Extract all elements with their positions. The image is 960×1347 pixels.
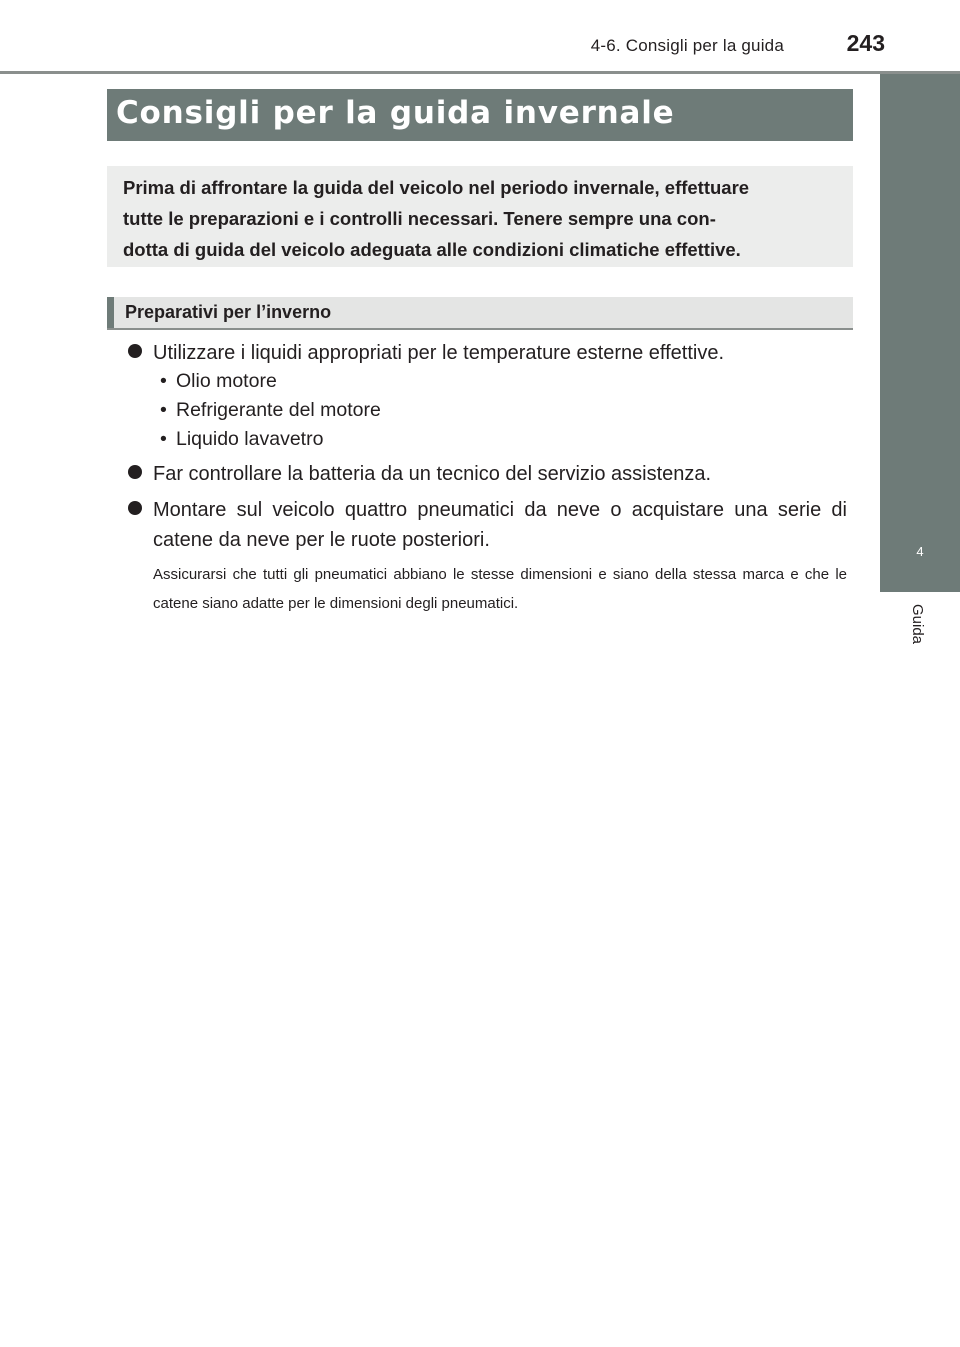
bullet-dot-icon: [128, 501, 142, 515]
bullet-text: Far controllare la batteria da un tecnico del servizio assistenza.: [153, 463, 712, 485]
sub-item-text: Olio motore: [176, 370, 277, 392]
subsection-heading-bar: [107, 297, 853, 330]
chapter-label: Guida: [909, 604, 926, 645]
small-bullet-icon: •: [160, 370, 167, 392]
side-margin-bar: [880, 74, 960, 510]
page-number: 243: [846, 30, 885, 56]
sub-list-item: [160, 367, 277, 395]
subsection-accent: [107, 297, 114, 328]
page-title: Consigli per la guida invernale: [116, 95, 675, 131]
header-divider: [0, 71, 960, 74]
intro-text: [123, 172, 839, 265]
bullet-dot-icon: [128, 344, 142, 358]
running-header-section: 4-6. Consigli per la guida: [590, 36, 784, 55]
sub-item-text: Refrigerante del motore: [176, 399, 381, 421]
sub-item-text: Liquido lavavetro: [176, 428, 324, 450]
intro-line: tutte le preparazioni e i controlli necessari. Tenere sempre una con-: [123, 208, 716, 229]
intro-line: Prima di affrontare la guida del veicolo nel periodo invernale, effettuare: [123, 177, 750, 198]
intro-box: [107, 166, 853, 267]
small-bullet-icon: •: [160, 428, 167, 450]
intro-line: dotta di guida del veicolo adeguata alle condizioni climatiche effettive.: [123, 239, 741, 260]
bullet-dot-icon: [128, 465, 142, 479]
sub-list-item: [160, 425, 323, 453]
side-margin-lower: [880, 592, 960, 1347]
small-bullet-icon: •: [160, 399, 167, 421]
chapter-number: 4: [916, 543, 924, 559]
bullet-text: Montare sul veicolo quattro pneumatici da neve o acquistare una serie di catene da neve per le ruote posteriori.: [153, 499, 847, 551]
note-text: Assicurarsi che tutti gli pneumatici abbiano le stesse dimensioni e siano della stessa marca e che le catene siano adatte per le dimensioni degli pneumatici.: [153, 566, 847, 612]
bullet-text: Utilizzare i liquidi appropriati per le temperature esterne effettive.: [153, 342, 725, 364]
subsection-title: Preparativi per l’inverno: [125, 302, 332, 322]
chapter-tab: [880, 510, 960, 592]
page-title-bar: [107, 89, 853, 141]
sub-list-item: [160, 396, 381, 424]
